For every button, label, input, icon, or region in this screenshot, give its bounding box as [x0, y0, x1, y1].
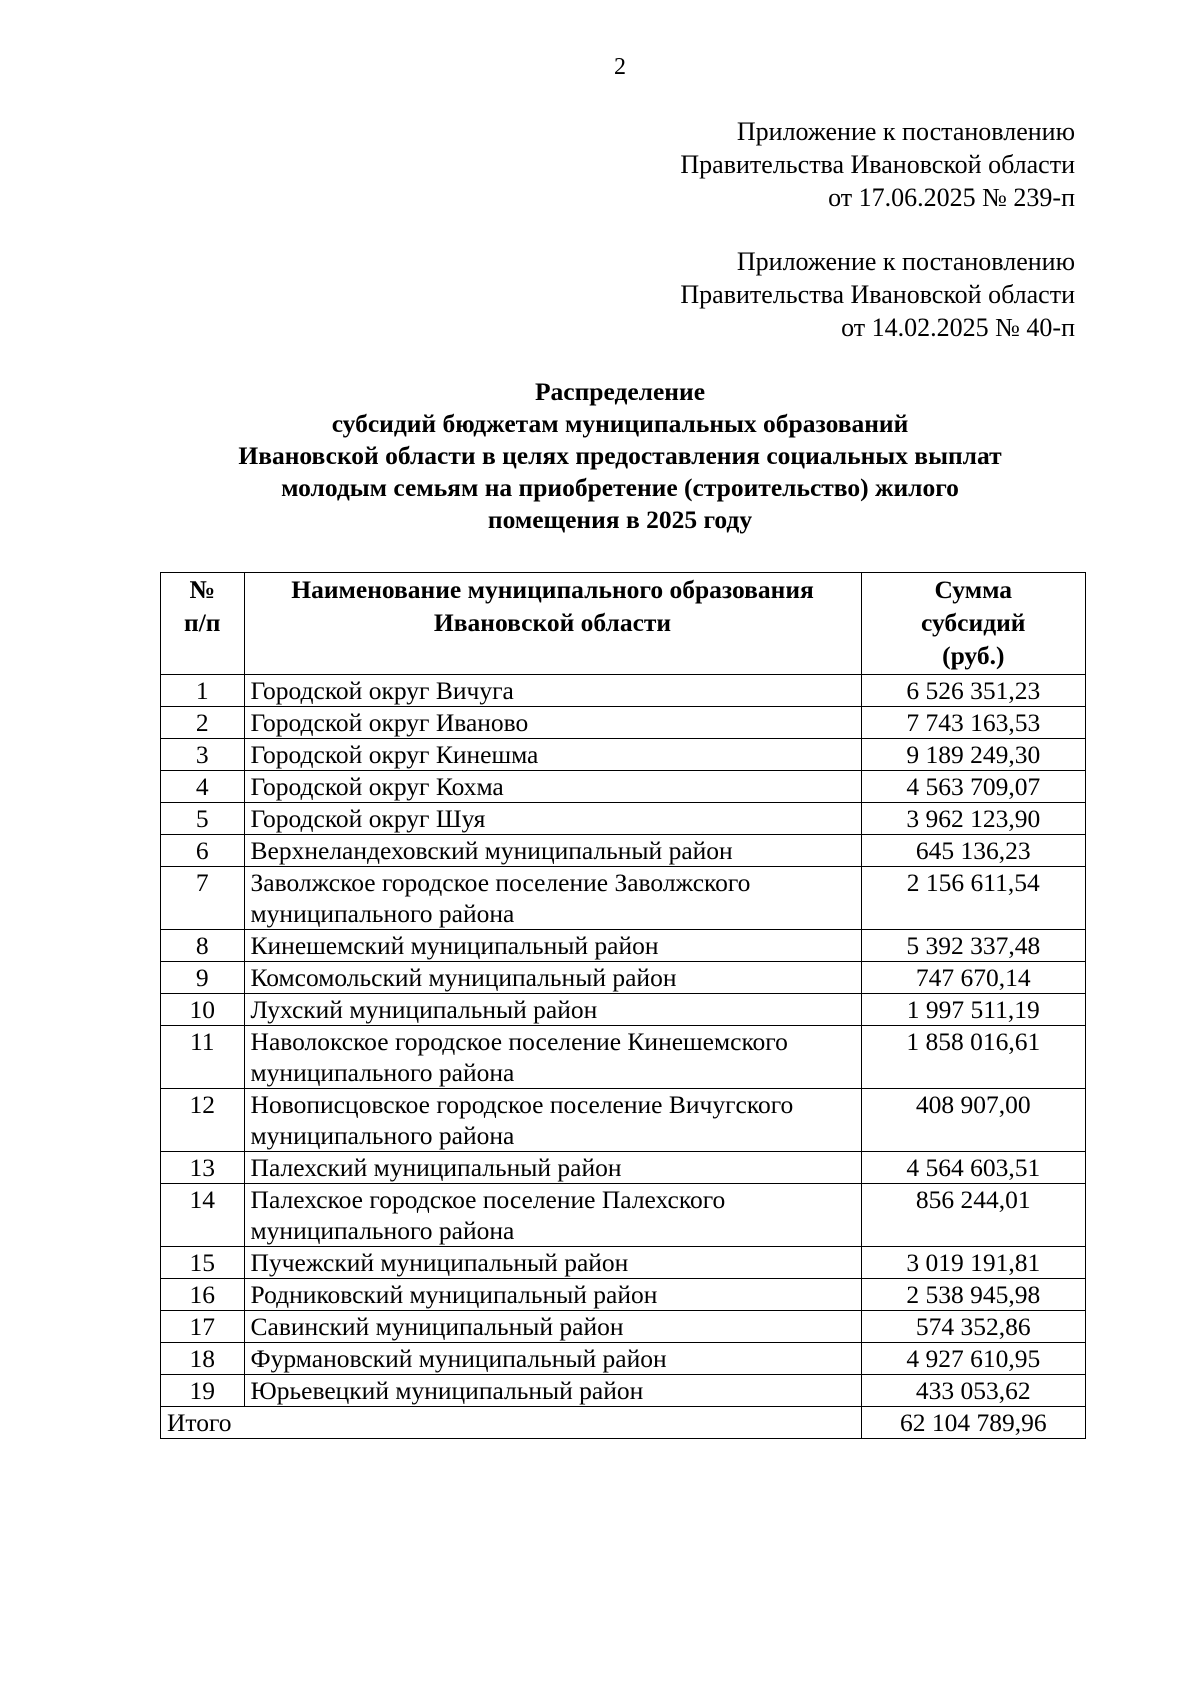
row-name: Новописцовское городское поселение Вичугского муниципального района	[244, 1089, 861, 1152]
row-name: Юрьевецкий муниципальный район	[244, 1375, 861, 1407]
row-number: 11	[161, 1026, 245, 1089]
annex-line: Правительства Ивановской области	[680, 150, 1075, 179]
row-number: 18	[161, 1343, 245, 1375]
subsidies-table	[160, 572, 1086, 1439]
table-header-row	[161, 573, 1086, 675]
table-row	[161, 1026, 1086, 1089]
title-line: Распределение	[534, 377, 706, 406]
row-sum: 574 352,86	[861, 1311, 1085, 1343]
total-sum: 62 104 789,96	[861, 1407, 1085, 1439]
header-text: п/п	[184, 608, 221, 637]
row-number: 8	[161, 930, 245, 962]
row-number: 16	[161, 1279, 245, 1311]
row-sum: 747 670,14	[861, 962, 1085, 994]
row-sum: 4 563 709,07	[861, 771, 1085, 803]
row-sum: 5 392 337,48	[861, 930, 1085, 962]
table-row	[161, 1089, 1086, 1152]
row-sum: 2 156 611,54	[861, 867, 1085, 930]
row-number: 19	[161, 1375, 245, 1407]
row-sum: 433 053,62	[861, 1375, 1085, 1407]
row-name: Кинешемский муниципальный район	[244, 930, 861, 962]
table-row	[161, 1247, 1086, 1279]
row-number: 1	[161, 675, 245, 707]
row-number: 12	[161, 1089, 245, 1152]
table-row	[161, 1152, 1086, 1184]
row-sum: 1 858 016,61	[861, 1026, 1085, 1089]
table-row	[161, 835, 1086, 867]
row-name: Палехский муниципальный район	[244, 1152, 861, 1184]
row-name: Фурмановский муниципальный район	[244, 1343, 861, 1375]
table-row	[161, 771, 1086, 803]
row-sum: 1 997 511,19	[861, 994, 1085, 1026]
row-name: Верхнеландеховский муниципальный район	[244, 835, 861, 867]
annex-line: от 14.02.2025 № 40-п	[841, 313, 1075, 342]
row-name: Городской округ Вичуга	[244, 675, 861, 707]
row-name: Родниковский муниципальный район	[244, 1279, 861, 1311]
annex-line: Приложение к постановлению	[736, 247, 1075, 276]
row-sum: 408 907,00	[861, 1089, 1085, 1152]
row-sum: 645 136,23	[861, 835, 1085, 867]
table-row	[161, 707, 1086, 739]
annex-line: Приложение к постановлению	[736, 117, 1075, 146]
row-number: 3	[161, 739, 245, 771]
table-body	[161, 675, 1086, 1439]
row-sum: 856 244,01	[861, 1184, 1085, 1247]
row-number: 2	[161, 707, 245, 739]
header-name	[244, 573, 861, 675]
row-name: Комсомольский муниципальный район	[244, 962, 861, 994]
row-name: Городской округ Кохма	[244, 771, 861, 803]
row-name: Савинский муниципальный район	[244, 1311, 861, 1343]
row-number: 5	[161, 803, 245, 835]
header-text: (руб.)	[942, 641, 1005, 670]
row-name: Палехское городское поселение Палехского муниципального района	[244, 1184, 861, 1247]
table-row	[161, 675, 1086, 707]
total-label: Итого	[161, 1407, 862, 1439]
title-line: молодым семьям на приобретение (строительство) жилого	[281, 473, 959, 502]
total-row	[161, 1407, 1086, 1439]
page-number: 2	[614, 54, 626, 80]
table-row	[161, 930, 1086, 962]
document-title	[150, 376, 1090, 536]
row-sum: 9 189 249,30	[861, 739, 1085, 771]
row-number: 7	[161, 867, 245, 930]
annex-header-original	[680, 245, 1075, 344]
header-sum	[861, 573, 1085, 675]
row-number: 15	[161, 1247, 245, 1279]
row-sum: 4 927 610,95	[861, 1343, 1085, 1375]
header-text: Наименование муниципального образования	[291, 575, 814, 604]
row-sum: 7 743 163,53	[861, 707, 1085, 739]
row-name: Городской округ Кинешма	[244, 739, 861, 771]
row-name: Заволжское городское поселение Заволжского муниципального района	[244, 867, 861, 930]
table-row	[161, 1311, 1086, 1343]
annex-line: Правительства Ивановской области	[680, 280, 1075, 309]
table-row	[161, 994, 1086, 1026]
annex-header-current	[680, 115, 1075, 214]
row-name: Пучежский муниципальный район	[244, 1247, 861, 1279]
row-sum: 6 526 351,23	[861, 675, 1085, 707]
row-name: Наволокское городское поселение Кинешемского муниципального района	[244, 1026, 861, 1089]
header-text: Ивановской области	[433, 608, 672, 637]
row-number: 13	[161, 1152, 245, 1184]
annex-line: от 17.06.2025 № 239-п	[828, 183, 1075, 212]
row-sum: 4 564 603,51	[861, 1152, 1085, 1184]
row-name: Городской округ Иваново	[244, 707, 861, 739]
row-number: 17	[161, 1311, 245, 1343]
header-text: субсидий	[921, 608, 1026, 637]
table-row	[161, 1343, 1086, 1375]
table-row	[161, 962, 1086, 994]
row-number: 4	[161, 771, 245, 803]
table-row	[161, 1375, 1086, 1407]
row-sum: 3 962 123,90	[861, 803, 1085, 835]
title-line: Ивановской области в целях предоставления социальных выплат	[238, 441, 1002, 470]
header-text: №	[189, 575, 216, 604]
table-row	[161, 1279, 1086, 1311]
table-row	[161, 803, 1086, 835]
table-row	[161, 739, 1086, 771]
title-line: помещения в 2025 году	[487, 505, 753, 534]
row-sum: 2 538 945,98	[861, 1279, 1085, 1311]
row-number: 6	[161, 835, 245, 867]
table-row	[161, 1184, 1086, 1247]
title-line: субсидий бюджетам муниципальных образований	[331, 409, 909, 438]
row-number: 14	[161, 1184, 245, 1247]
header-text: Сумма	[934, 575, 1013, 604]
row-number: 10	[161, 994, 245, 1026]
row-name: Лухский муниципальный район	[244, 994, 861, 1026]
header-number	[161, 573, 245, 675]
row-number: 9	[161, 962, 245, 994]
table-row	[161, 867, 1086, 930]
row-name: Городской округ Шуя	[244, 803, 861, 835]
row-sum: 3 019 191,81	[861, 1247, 1085, 1279]
